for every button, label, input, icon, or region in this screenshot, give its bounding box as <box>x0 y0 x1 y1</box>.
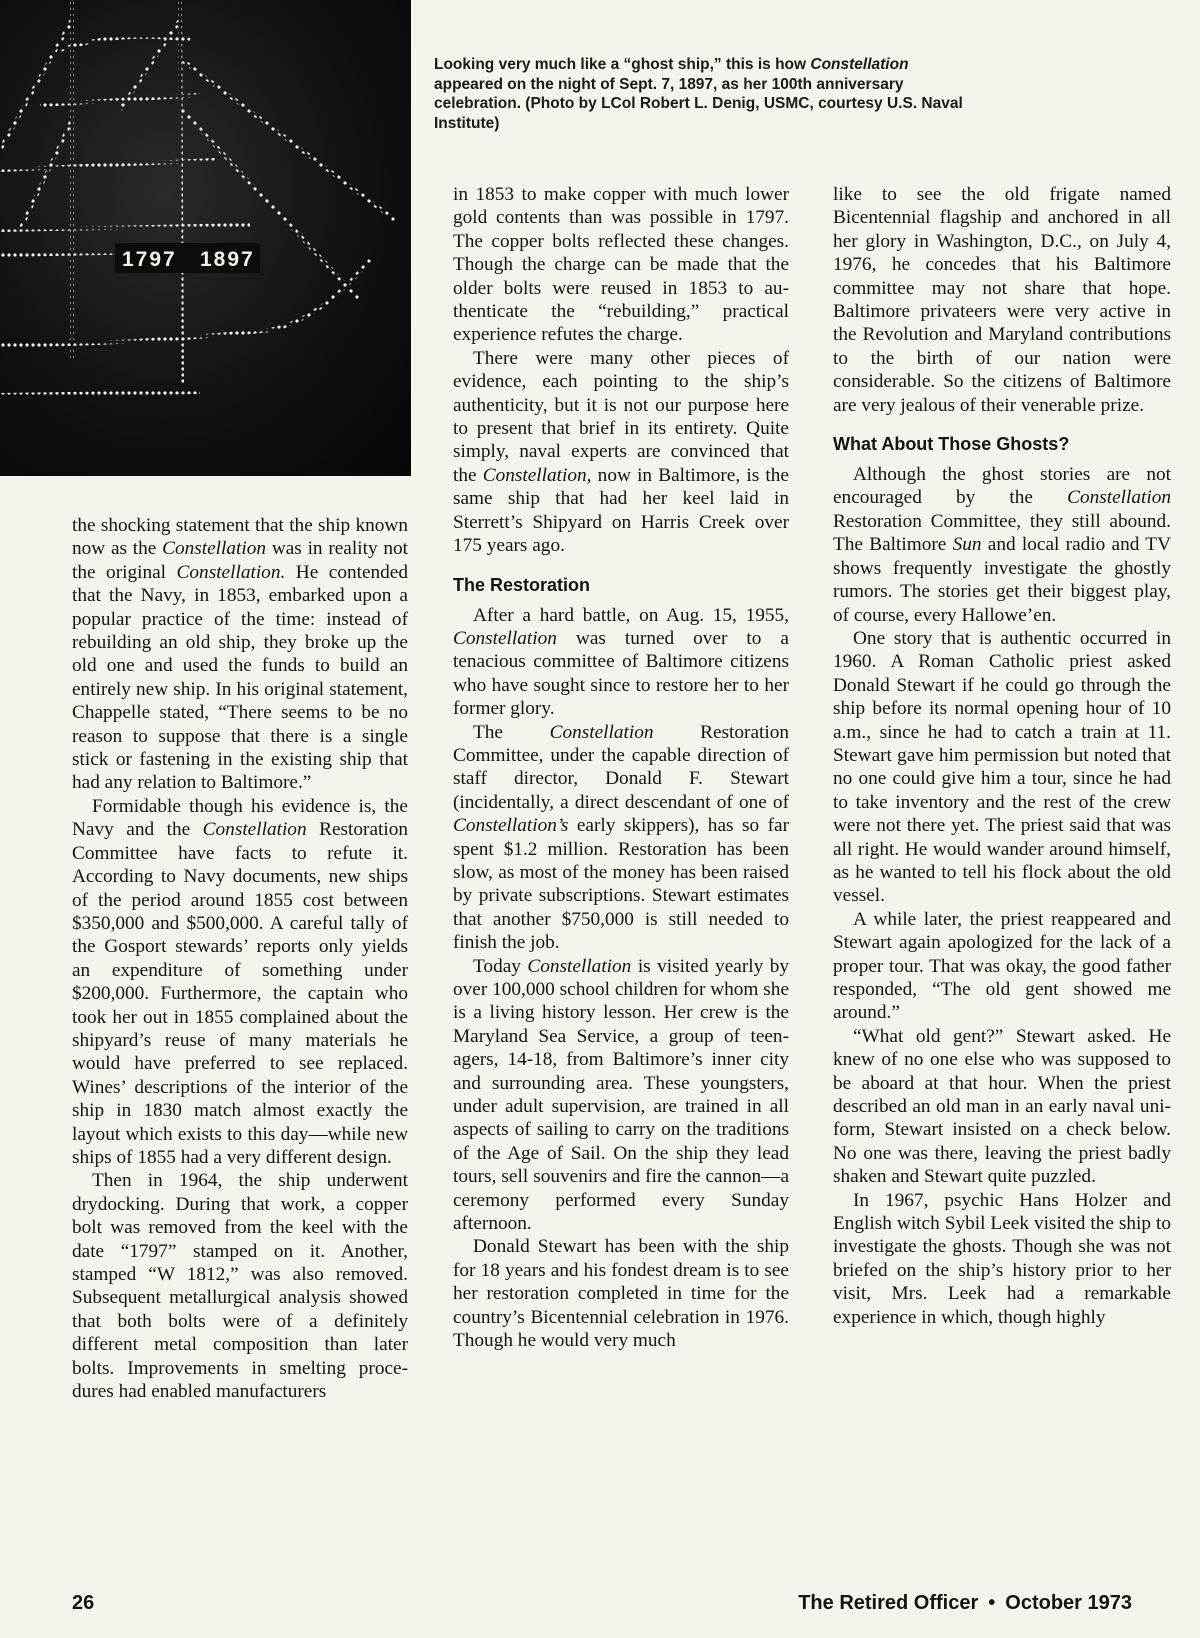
col3-paragraph-5: “What old gent?” Stewart asked. He knew of no one else who was supposed to be aboard at that hour. When the priest described an old man in an early naval uniform, Stewart insisted on a check below. No one was there, leaving the priest badly shaken and Stewart quite puzzled. <box>833 1025 1171 1188</box>
col1-paragraph-1: the shocking statement that the ship known now as the Constellation was in reality not the original Constellation. He contended that the Navy, in 1853, embarked upon a popular practice of the time: instead of rebuilding an old ship, they broke up the old one and used the funds to build an entirely new ship. In his original statement, Chappelle stated, “There seems to be no reason to suppose that there is a single stick or fastening in the existing ship that had any relation to Baltimore.” <box>72 515 409 794</box>
publication-name: The Retired Officer <box>798 1592 979 1614</box>
col1-paragraph-2: Formidable though his evidence is, the Navy and the Constellation Restoration Committee have facts to refute it. According to Navy documents, new ships of the period around 1855 cost between $350,000 and $500,000. A careful tally of the Gosport stewards’ reports only yields an expenditure of something under $200,000. Furthermore, the captain who took her out in 1855 complained about the shipyard’s reuse of many materials he would have preferred to see replaced. Wines’ descriptions of the interior of the ship in 1830 match almost exactly the layout which exists to this day—while new ships of 1855 had a very different design. <box>72 795 408 1168</box>
caption-text-before: Looking very much like a “ghost ship,” this is how <box>434 56 811 73</box>
caption-text-after: appeared on the night of Sept. 7, 1897, as her 100th anniversary celebration. (Photo by LCol Robert L. Denig, USMC, courtesy U.S. Naval Institute) <box>434 75 963 132</box>
issue-date: October 1973 <box>1005 1592 1132 1614</box>
col2-paragraph-1: in 1853 to make copper with much lower gold contents than was possible in 1797. The copper bolts reflected these changes. Though the charge can be made that the older bolts were reused in 1853 to authenticate the “rebuilding,” practical experience refutes the charge. <box>453 184 789 346</box>
section-heading-ghosts: What About Those Ghosts? <box>833 434 1070 455</box>
col2-paragraph-3: After a hard battle, on Aug. 15, 1955, Constellation was turned over to a tenacious committee of Baltimore citizens who have sought since to restore her to her former glory. <box>453 604 789 720</box>
col3-paragraph-6: In 1967, psychic Hans Holzer and English witch Sybil Leek visited the ship to investigate the ghosts. Though she was not briefed on the ship’s history prior to her visit, Mrs. Leek had a remarkable experience in which, though highly <box>833 1189 1171 1328</box>
col3-paragraph-2: Although the ghost stories are not encouraged by the Constellation Restoration Committee, they still abound. The Baltimore Sun and local radio and TV shows frequently investigate the ghostly rumors. The stories get their biggest play, of course, every Hallowe’en. <box>833 464 1171 626</box>
col1-paragraph-3: Then in 1964, the ship underwent drydocking. During that work, a copper bolt was removed from the keel with the date “1797” stamped on it. Another, stamped “W 1812,” was also removed. Subsequent metallurgical analysis showed that both bolts were of a definitely different metal composition than later bolts. Improvements in smelting procedures had enabled manufacturers <box>72 1170 408 1403</box>
photo-caption <box>434 55 964 133</box>
publication-line <box>798 1592 1132 1615</box>
stern-year-right: 1897 <box>200 248 255 271</box>
article-column-1 <box>72 514 408 1403</box>
col3-paragraph-3: One story that is authentic occurred in 1960. A Roman Catholic priest asked Donald Stewart if he could go through the ship before its normal opening hour of 10 a.m., since he had to catch a train at 11. Stewart gave him permission but noted that no one could give him a tour, since he had to take inventory and the rest of the crew were not there yet. The priest said that was all right. He would wander around himself, as he wanted to tell his flock about the old vessel. <box>833 627 1171 907</box>
caption-ship-name: Constellation <box>810 56 909 73</box>
page-footer <box>72 1592 1132 1622</box>
stern-year-left: 1797 <box>122 248 177 271</box>
article-column-3 <box>833 183 1171 1329</box>
col2-paragraph-4: The Constellation Restoration Committee, under the capable direction of staff director, Donald F. Stewart (incidentally, a direct descendant of one of Constellation’s early skippers), has so far spent $1.2 million. Restoration has been slow, as most of the money has been raised by private subscriptions. Stewart estimates that another $750,000 is still needed to finish the job. <box>453 721 789 954</box>
bullet-separator: • <box>988 1592 996 1614</box>
ghost-ship-lights <box>0 0 411 476</box>
col2-paragraph-2: There were many other pieces of evidence, each pointing to the ship’s authenticity, but it is not our purpose here to present that brief in its entirety. Quite simply, naval experts are convinced that the Constellation, now in Baltimore, is the same ship that had her keel laid in Sterrett’s Shipyard on Harris Creek over 175 years ago. <box>453 347 789 557</box>
article-column-2 <box>453 183 789 1353</box>
section-heading-restoration: The Restoration <box>453 574 591 595</box>
page-number: 26 <box>72 1592 95 1614</box>
ghost-ship-photo <box>0 0 411 476</box>
col2-paragraph-6: Donald Stewart has been with the ship for 18 years and his fondest dream is to see her restoration completed in time for the country’s Bicentennial celebration in 1976. Though he would very much <box>453 1236 789 1352</box>
col2-paragraph-5: Today Constellation is visited yearly by over 100,000 school children for whom she is a living history lesson. Her crew is the Maryland Sea Service, a group of teenagers, 14-18, from Baltimore’s inner city and surrounding area. These youngsters, under adult supervision, are trained in all aspects of sailing to carry on the traditions of the Age of Sail. On the ship they lead tours, sell souvenirs and fire the cannon—a ceremony performed every Sunday afternoon. <box>453 955 790 1235</box>
col3-paragraph-4: A while later, the priest reappeared and Stewart again apologized for the lack of a proper tour. That was okay, the good father responded, “The old gent showed me around.” <box>833 908 1171 1024</box>
col3-paragraph-1: like to see the old frigate named Bicentennial flagship and anchored in all her glory in Washington, D.C., on July 4, 1976, he concedes that his Baltimore committee may not share that hope. Baltimore privateers were very active in the Revolution and Maryland contributions to the birth of our nation were considerable. So the citizens of Baltimore are very jealous of their venerable prize. <box>833 184 1171 416</box>
